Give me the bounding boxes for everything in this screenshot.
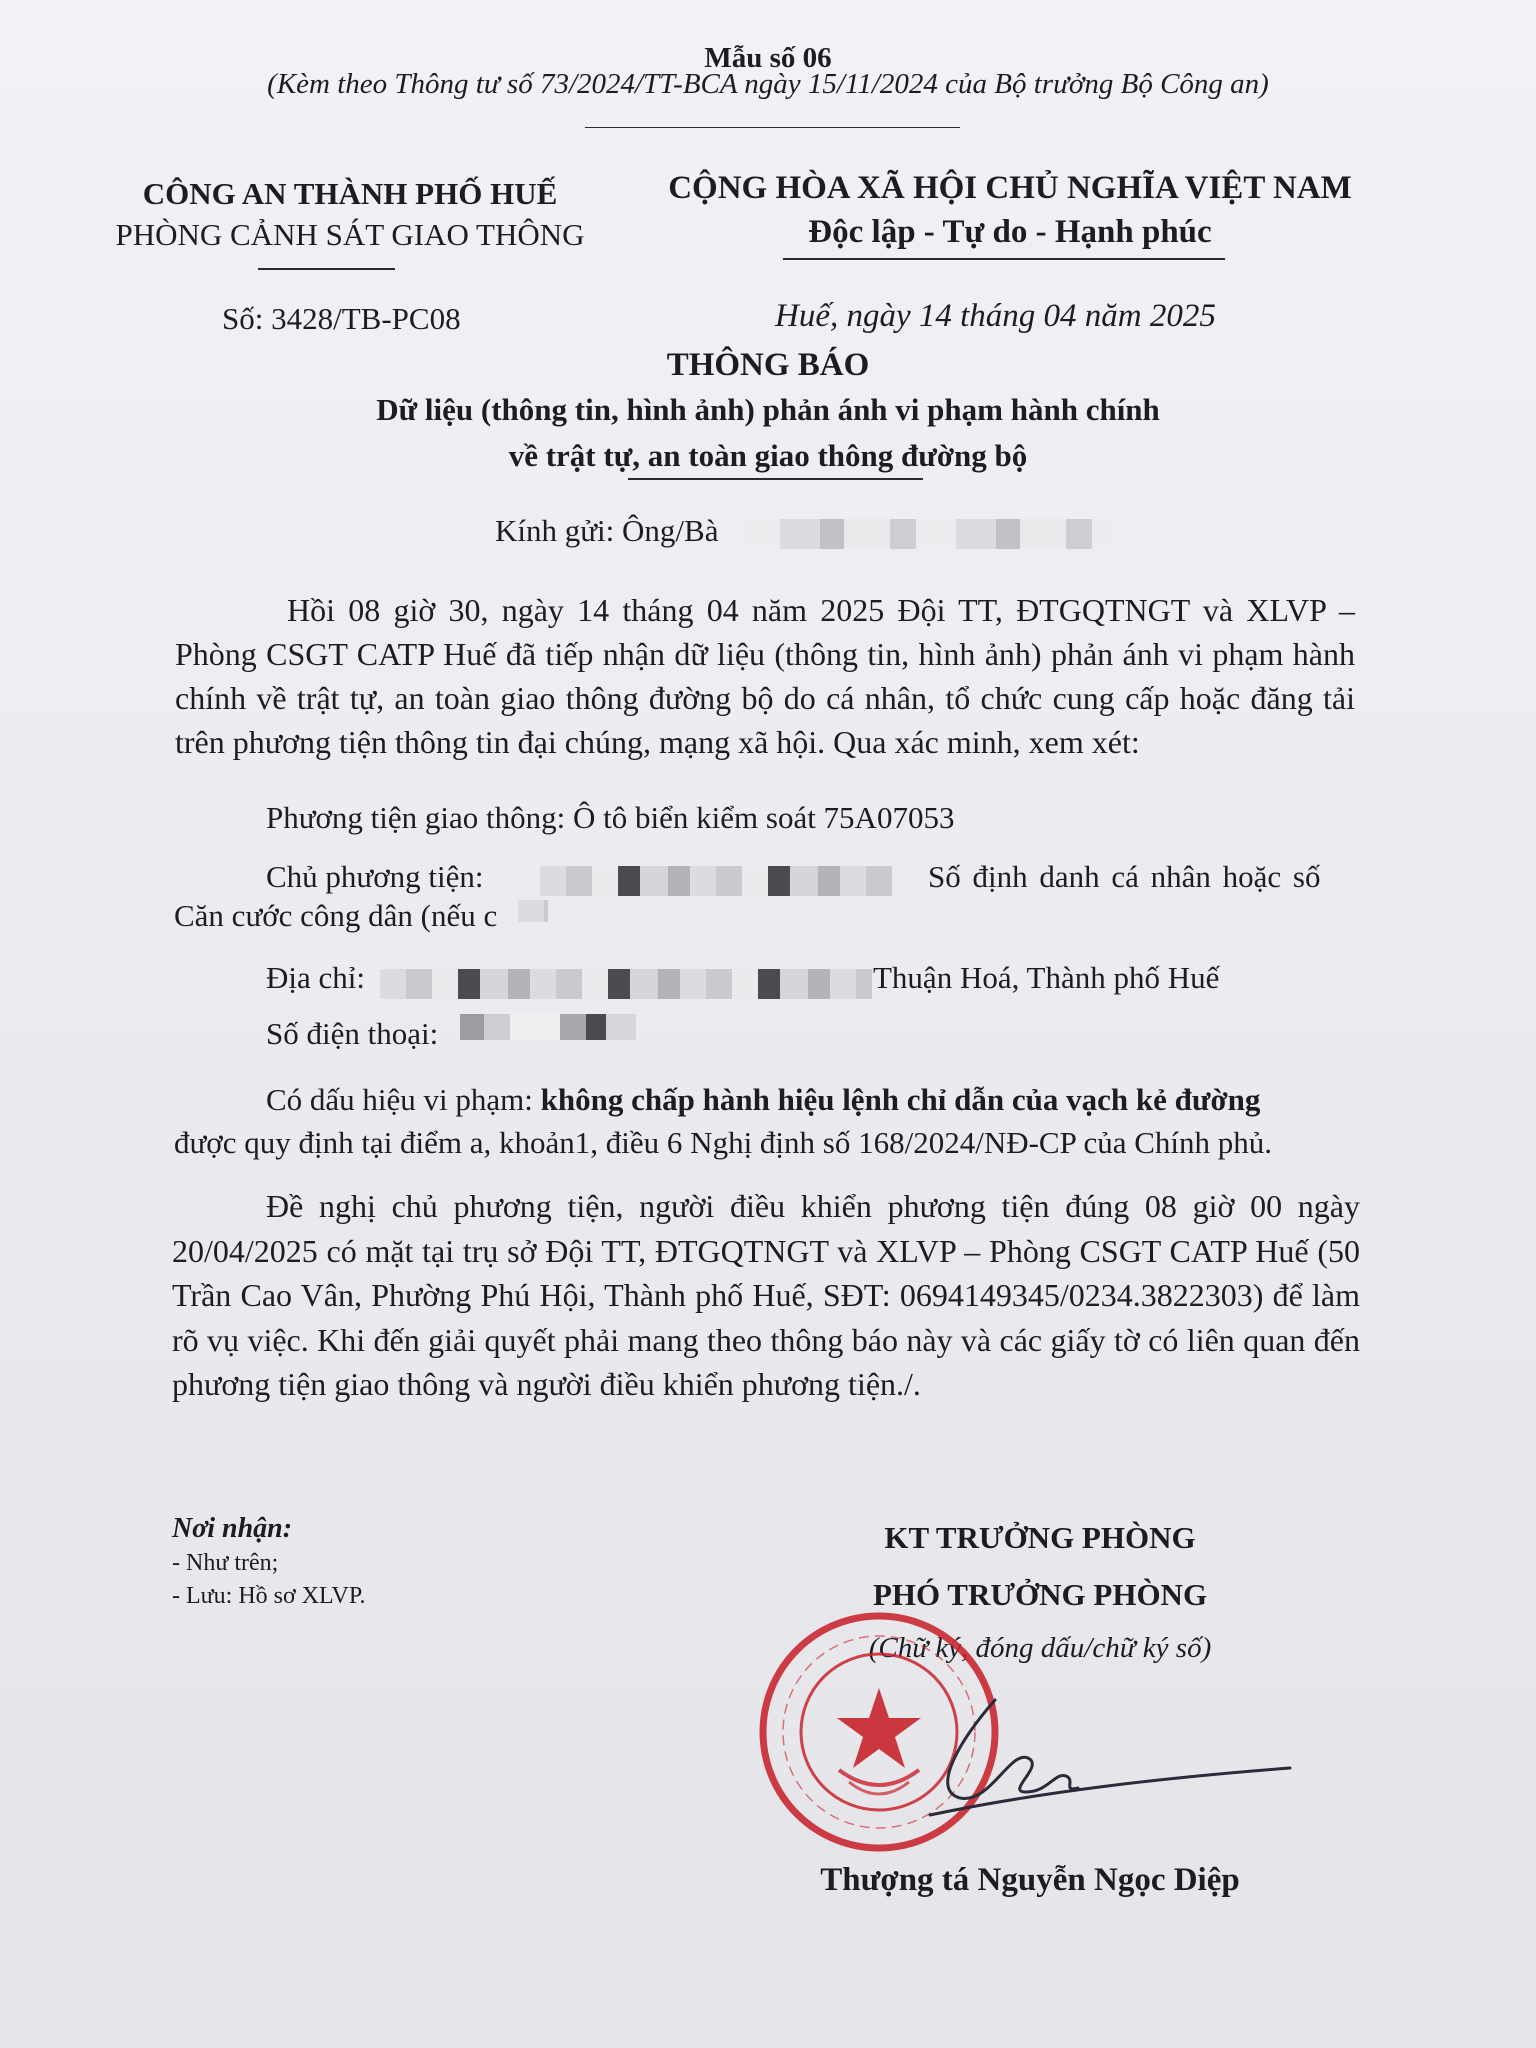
owner-label: Chủ phương tiện: [266, 859, 484, 894]
document-title: THÔNG BÁO [666, 347, 870, 383]
signature-role-1: KT TRƯỞNG PHÒNG [884, 1520, 1196, 1555]
form-reference-underline [585, 127, 960, 128]
violation-line [266, 1082, 1260, 1118]
signature-role-2: PHÓ TRƯỞNG PHÒNG [872, 1577, 1208, 1612]
violation-description: không chấp hành hiệu lệnh chỉ dẫn của vạch kẻ đường [540, 1082, 1261, 1117]
recipients-title: Nơi nhận: [172, 1513, 293, 1544]
redacted-citizen-id [518, 900, 548, 922]
agency-name: CÔNG AN THÀNH PHỐ HUẾ [142, 176, 558, 211]
violation-legal-basis: được quy định tại điểm a, khoản1, điều 6 Nghị định số 168/2024/NĐ-CP của Chính phủ. [174, 1125, 1273, 1160]
address-label: Địa chỉ: [266, 960, 365, 995]
recipient-item-2: - Lưu: Hồ sơ XLVP. [172, 1583, 366, 1609]
place-date: Huế, ngày 14 tháng 04 năm 2025 [775, 298, 1216, 334]
agency-underline [258, 268, 395, 270]
national-title: CỘNG HÒA XÃ HỘI CHỦ NGHĨA VIỆT NAM [668, 170, 1352, 206]
form-reference: (Kèm theo Thông tư số 73/2024/TT-BCA ngày 15/11/2024 của Bộ trưởng Bộ Công an) [267, 68, 1269, 100]
recipient-item-1: - Như trên; [172, 1550, 279, 1576]
violation-label: Có dấu hiệu vi phạm: [266, 1082, 533, 1117]
document-subtitle-line1: Dữ liệu (thông tin, hình ảnh) phản ánh vi phạm hành chính [376, 392, 1160, 427]
redacted-owner-name [540, 866, 900, 896]
recipient-label: Kính gửi: Ông/Bà [495, 513, 719, 548]
signer-name: Thượng tá Nguyễn Ngọc Diệp [820, 1862, 1240, 1898]
phone-label: Số điện thoại: [266, 1016, 439, 1051]
request-paragraph: Đề nghị chủ phương tiện, người điều khiển phương tiện đúng 08 giờ 00 ngày 20/04/2025 có mặt tại trụ sở Đội TT, ĐTGQTNGT và XLVP – Phòng CSGT CATP Huế (50 Trần Cao Vân, Phường Phú Hội, Thành phố Huế, SĐT: 0694149345/0234.3822303) để làm rõ vụ việc. Khi đến giải quyết phải mang theo thông báo này và các giấy tờ có liên quan đến phương tiện giao thông và người điều khiển phương tiện./. [172, 1188, 1360, 1402]
document-number: Số: 3428/TB-PC08 [222, 301, 461, 336]
redacted-phone [460, 1014, 636, 1040]
subtitle-underline [628, 478, 923, 480]
intro-paragraph: Hồi 08 giờ 30, ngày 14 tháng 04 năm 2025 Đội TT, ĐTGQTNGT và XLVP – Phòng CSGT CATP Huế đã tiếp nhận dữ liệu (thông tin, hình ảnh) phản ánh vi phạm hành chính về trật tự, an toàn giao thông đường bộ do cá nhân, tổ chức cung cấp hoặc đăng tải trên phương tiện thông tin đại chúng, mạng xã hội. Qua xác minh, xem xét: [175, 592, 1355, 760]
signature-note: (Chữ ký, đóng dấu/chữ ký số) [868, 1632, 1212, 1664]
citizen-id-label: Căn cước công dân (nếu c [174, 898, 498, 933]
recipient-line [495, 513, 1115, 549]
national-motto: Độc lập - Tự do - Hạnh phúc [808, 214, 1212, 250]
document-subtitle-line2: về trật tự, an toàn giao thông đường bộ [508, 438, 1028, 473]
form-number: Mẫu số 06 [704, 42, 832, 74]
agency-department: PHÒNG CẢNH SÁT GIAO THÔNG [115, 217, 585, 252]
handwritten-signature-icon [900, 1680, 1300, 1820]
address-suffix: Thuận Hoá, Thành phố Huế [873, 960, 1220, 995]
owner-id-label: Số định danh cá nhân hoặc số [928, 859, 1321, 894]
vehicle-line: Phương tiện giao thông: Ô tô biển kiểm soát 75A07053 [266, 800, 955, 835]
redacted-recipient-name [740, 519, 1115, 549]
redacted-address [380, 969, 872, 999]
national-motto-underline [783, 258, 1225, 260]
